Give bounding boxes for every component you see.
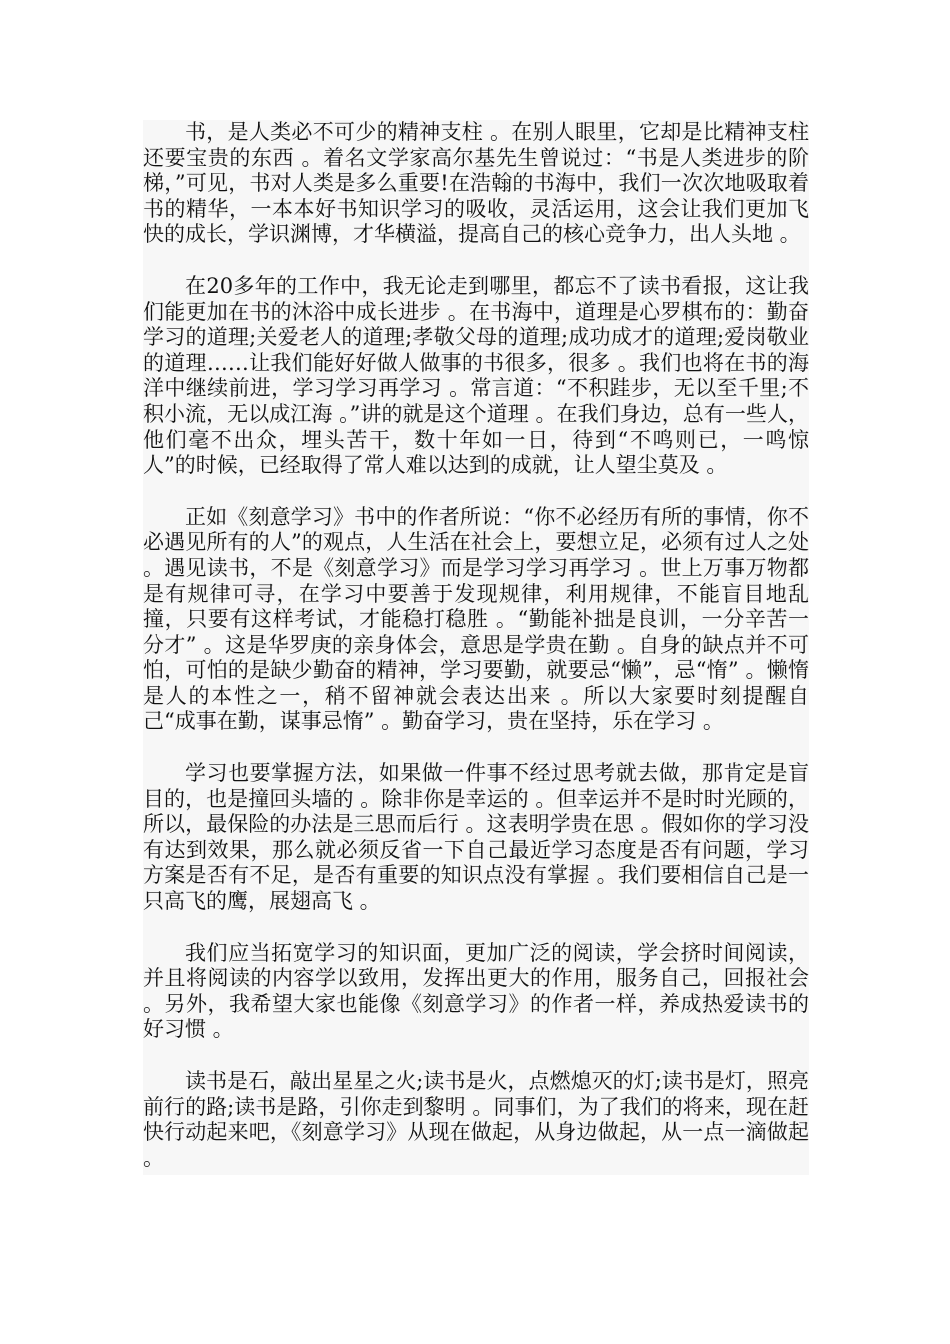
paragraph-1: 书，是人类必不可少的精神支柱 。在别人眼里，它却是比精神支柱还要宝贵的东西 。着名文学家高尔基先生曾说过：“书是人类进步的阶梯，”可见，书对人类是多么重要!在浩翰的书海中，我们一次次地吸取着书的精华，一本本好书知识学习的吸收，灵活运用，这会让我们更加飞快的成长，学识渊博，才华横溢，提高自己的核心竞争力，出人头地 。 (143, 120, 809, 247)
paragraph-gap (143, 735, 809, 761)
paragraph-gap (143, 1043, 809, 1069)
paragraph-6: 读书是石，敲出星星之火;读书是火，点燃熄灭的灯;读书是灯，照亮前行的路;读书是路，引你走到黎明 。同事们，为了我们的将来，现在赶快行动起来吧，《刻意学习》从现在做起，从身边做起，从一点一滴做起 。 (143, 1069, 809, 1170)
paragraph-2: 在20多年的工作中，我无论走到哪里，都忘不了读书看报，这让我们能更加在书的沐浴中成长进步 。在书海中，道理是心罗棋布的：勤奋学习的道理;关爱老人的道理;孝敬父母的道理;成功成才的道理;爱岗敬业的道理……让我们能好好做人做事的书很多，很多 。我们也将在书的海洋中继续前进，学习学习再学习 。常言道：“不积跬步，无以至千里;不积小流，无以成江海 。”讲的就是这个道理 。在我们身边，总有一些人，他们毫不出众，埋头苦干，数十年如一日，待到“不鸣则已，一鸣惊人”的时候，已经取得了常人难以达到的成就，让人望尘莫及 。 (143, 273, 809, 478)
article-body (143, 120, 809, 1175)
paragraph-3: 正如《刻意学习》书中的作者所说：“你不必经历有所的事情，你不必遇见所有的人”的观点，人生活在社会上，要想立足，必须有过人之处 。遇见读书，不是《刻意学习》而是学习学习再学习 。世上万事万物都是有规律可寻，在学习中要善于发现规律，利用规律，不能盲目地乱撞，只要有这样考试，才能稳打稳胜 。“勤能补拙是良训，一分辛苦一分才” 。这是华罗庚的亲身体会，意思是学贵在勤 。自身的缺点并不可怕，可怕的是缺少勤奋的精神，学习要勤，就要忌“懒”，忌“惰” 。懒惰是人的本性之一，稍不留神就会表达出来 。所以大家要时刻提醒自己“成事在勤，谋事忌惰” 。勤奋学习，贵在坚持，乐在学习 。 (143, 504, 809, 734)
paragraph-gap (143, 915, 809, 941)
paragraph-gap (143, 248, 809, 274)
paragraph-4: 学习也要掌握方法，如果做一件事不经过思考就去做，那肯定是盲目的，也是撞回头墙的 。除非你是幸运的 。但幸运并不是时时光顾的，所以，最保险的办法是三思而后行 。这表明学贵在思 。假如你的学习没有达到效果，那么就必须反省一下自己最近学习态度是否有问题，学习方案是否有不足，是否有重要的知识点没有掌握 。我们要相信自己是一只高飞的鹰，展翅高飞 。 (143, 761, 809, 914)
paragraph-5: 我们应当拓宽学习的知识面，更加广泛的阅读，学会挤时间阅读，并且将阅读的内容学以致用，发挥出更大的作用，服务自己，回报社会 。另外，我希望大家也能像《刻意学习》的作者一样，养成热爱读书的好习惯 。 (143, 940, 809, 1042)
paragraph-gap (143, 479, 809, 505)
